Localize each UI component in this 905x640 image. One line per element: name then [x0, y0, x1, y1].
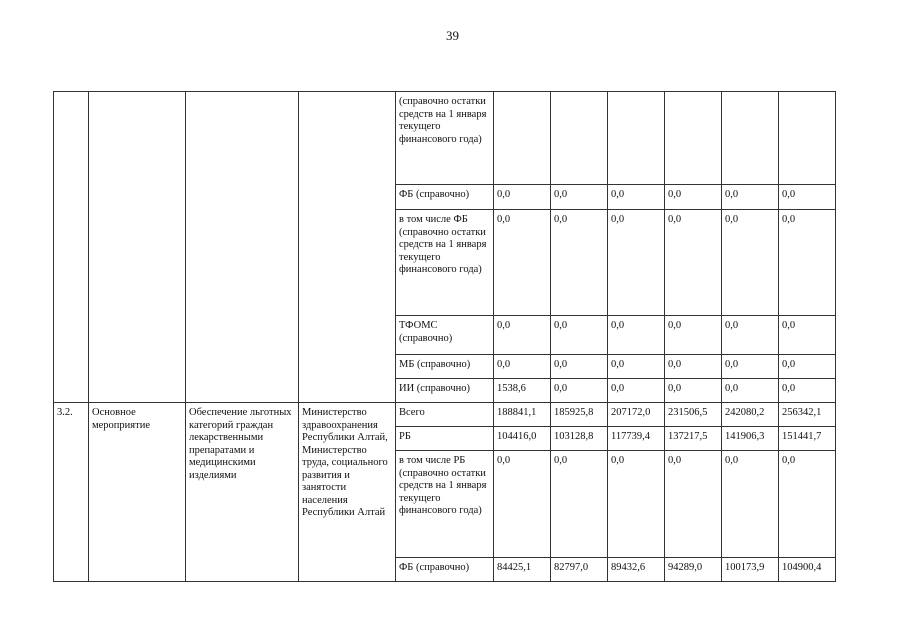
value-cell: 103128,8 [551, 427, 608, 451]
funding-source-cell: ФБ (справочно) [396, 558, 494, 582]
value-cell: 0,0 [665, 185, 722, 210]
value-cell: 0,0 [608, 316, 665, 355]
funding-source-cell: ТФОМС (справочно) [396, 316, 494, 355]
funding-source-cell: Всего [396, 403, 494, 427]
item-number: 3.2. [54, 403, 89, 582]
value-cell: 0,0 [665, 379, 722, 403]
table-row [54, 403, 836, 427]
value-cell: 188841,1 [494, 403, 551, 427]
value-cell: 0,0 [665, 355, 722, 379]
value-cell: 0,0 [608, 379, 665, 403]
executor-cell-empty [299, 92, 396, 403]
value-cell: 94289,0 [665, 558, 722, 582]
value-cell: 151441,7 [779, 427, 836, 451]
value-cell: 84425,1 [494, 558, 551, 582]
funding-source-cell: в том числе ФБ (справочно остатки средств на 1 января текущего финансового года) [396, 210, 494, 316]
value-cell: 0,0 [494, 355, 551, 379]
value-cell: 82797,0 [551, 558, 608, 582]
value-cell: 1538,6 [494, 379, 551, 403]
value-cell: 100173,9 [722, 558, 779, 582]
table-row [54, 92, 836, 185]
value-cell: 0,0 [779, 185, 836, 210]
value-cell: 0,0 [494, 185, 551, 210]
value-cell: 0,0 [494, 316, 551, 355]
value-cell: 256342,1 [779, 403, 836, 427]
name-cell-empty [186, 92, 299, 403]
value-cell: 0,0 [722, 185, 779, 210]
value-cell: 0,0 [722, 379, 779, 403]
value-cell: 0,0 [665, 451, 722, 558]
value-cell: 0,0 [722, 451, 779, 558]
value-cell [551, 92, 608, 185]
value-cell: 0,0 [608, 451, 665, 558]
value-cell: 0,0 [779, 451, 836, 558]
value-cell [722, 92, 779, 185]
value-cell: 0,0 [608, 210, 665, 316]
type-cell-empty [89, 92, 186, 403]
item-executor: Министерство здравоохранения Республики Алтай, Министерство труда, социального развития и занятости населения Республики Алтай [299, 403, 396, 582]
value-cell: 207172,0 [608, 403, 665, 427]
item-type: Основное мероприятие [89, 403, 186, 582]
funding-source-cell: МБ (справочно) [396, 355, 494, 379]
funding-source-cell: РБ [396, 427, 494, 451]
value-cell: 104900,4 [779, 558, 836, 582]
value-cell: 0,0 [779, 210, 836, 316]
funding-source-cell: ИИ (справочно) [396, 379, 494, 403]
funding-source-cell: (справочно остатки средств на 1 января текущего финансового года) [396, 92, 494, 185]
value-cell: 0,0 [722, 210, 779, 316]
funding-source-cell: в том числе РБ (справочно остатки средств на 1 января текущего финансового года) [396, 451, 494, 558]
value-cell: 0,0 [722, 355, 779, 379]
value-cell: 0,0 [608, 355, 665, 379]
value-cell: 117739,4 [608, 427, 665, 451]
value-cell: 89432,6 [608, 558, 665, 582]
value-cell: 185925,8 [551, 403, 608, 427]
value-cell [779, 92, 836, 185]
value-cell [608, 92, 665, 185]
value-cell: 0,0 [608, 185, 665, 210]
value-cell: 0,0 [779, 316, 836, 355]
value-cell: 0,0 [551, 379, 608, 403]
value-cell: 0,0 [551, 316, 608, 355]
value-cell: 137217,5 [665, 427, 722, 451]
value-cell: 0,0 [551, 355, 608, 379]
value-cell: 0,0 [494, 210, 551, 316]
number-cell-empty [54, 92, 89, 403]
value-cell: 141906,3 [722, 427, 779, 451]
item-name: Обеспечение льготных категорий граждан лекарственными препаратами и медицинскими изделиями [186, 403, 299, 582]
value-cell: 0,0 [551, 185, 608, 210]
value-cell: 104416,0 [494, 427, 551, 451]
value-cell: 0,0 [494, 451, 551, 558]
page-number: 39 [446, 28, 459, 43]
value-cell: 231506,5 [665, 403, 722, 427]
financing-table [53, 91, 836, 582]
value-cell: 0,0 [551, 451, 608, 558]
value-cell: 0,0 [779, 379, 836, 403]
value-cell: 0,0 [551, 210, 608, 316]
value-cell: 0,0 [722, 316, 779, 355]
value-cell: 0,0 [665, 210, 722, 316]
funding-source-cell: ФБ (справочно) [396, 185, 494, 210]
value-cell: 0,0 [779, 355, 836, 379]
value-cell [665, 92, 722, 185]
value-cell: 0,0 [665, 316, 722, 355]
value-cell: 242080,2 [722, 403, 779, 427]
value-cell [494, 92, 551, 185]
